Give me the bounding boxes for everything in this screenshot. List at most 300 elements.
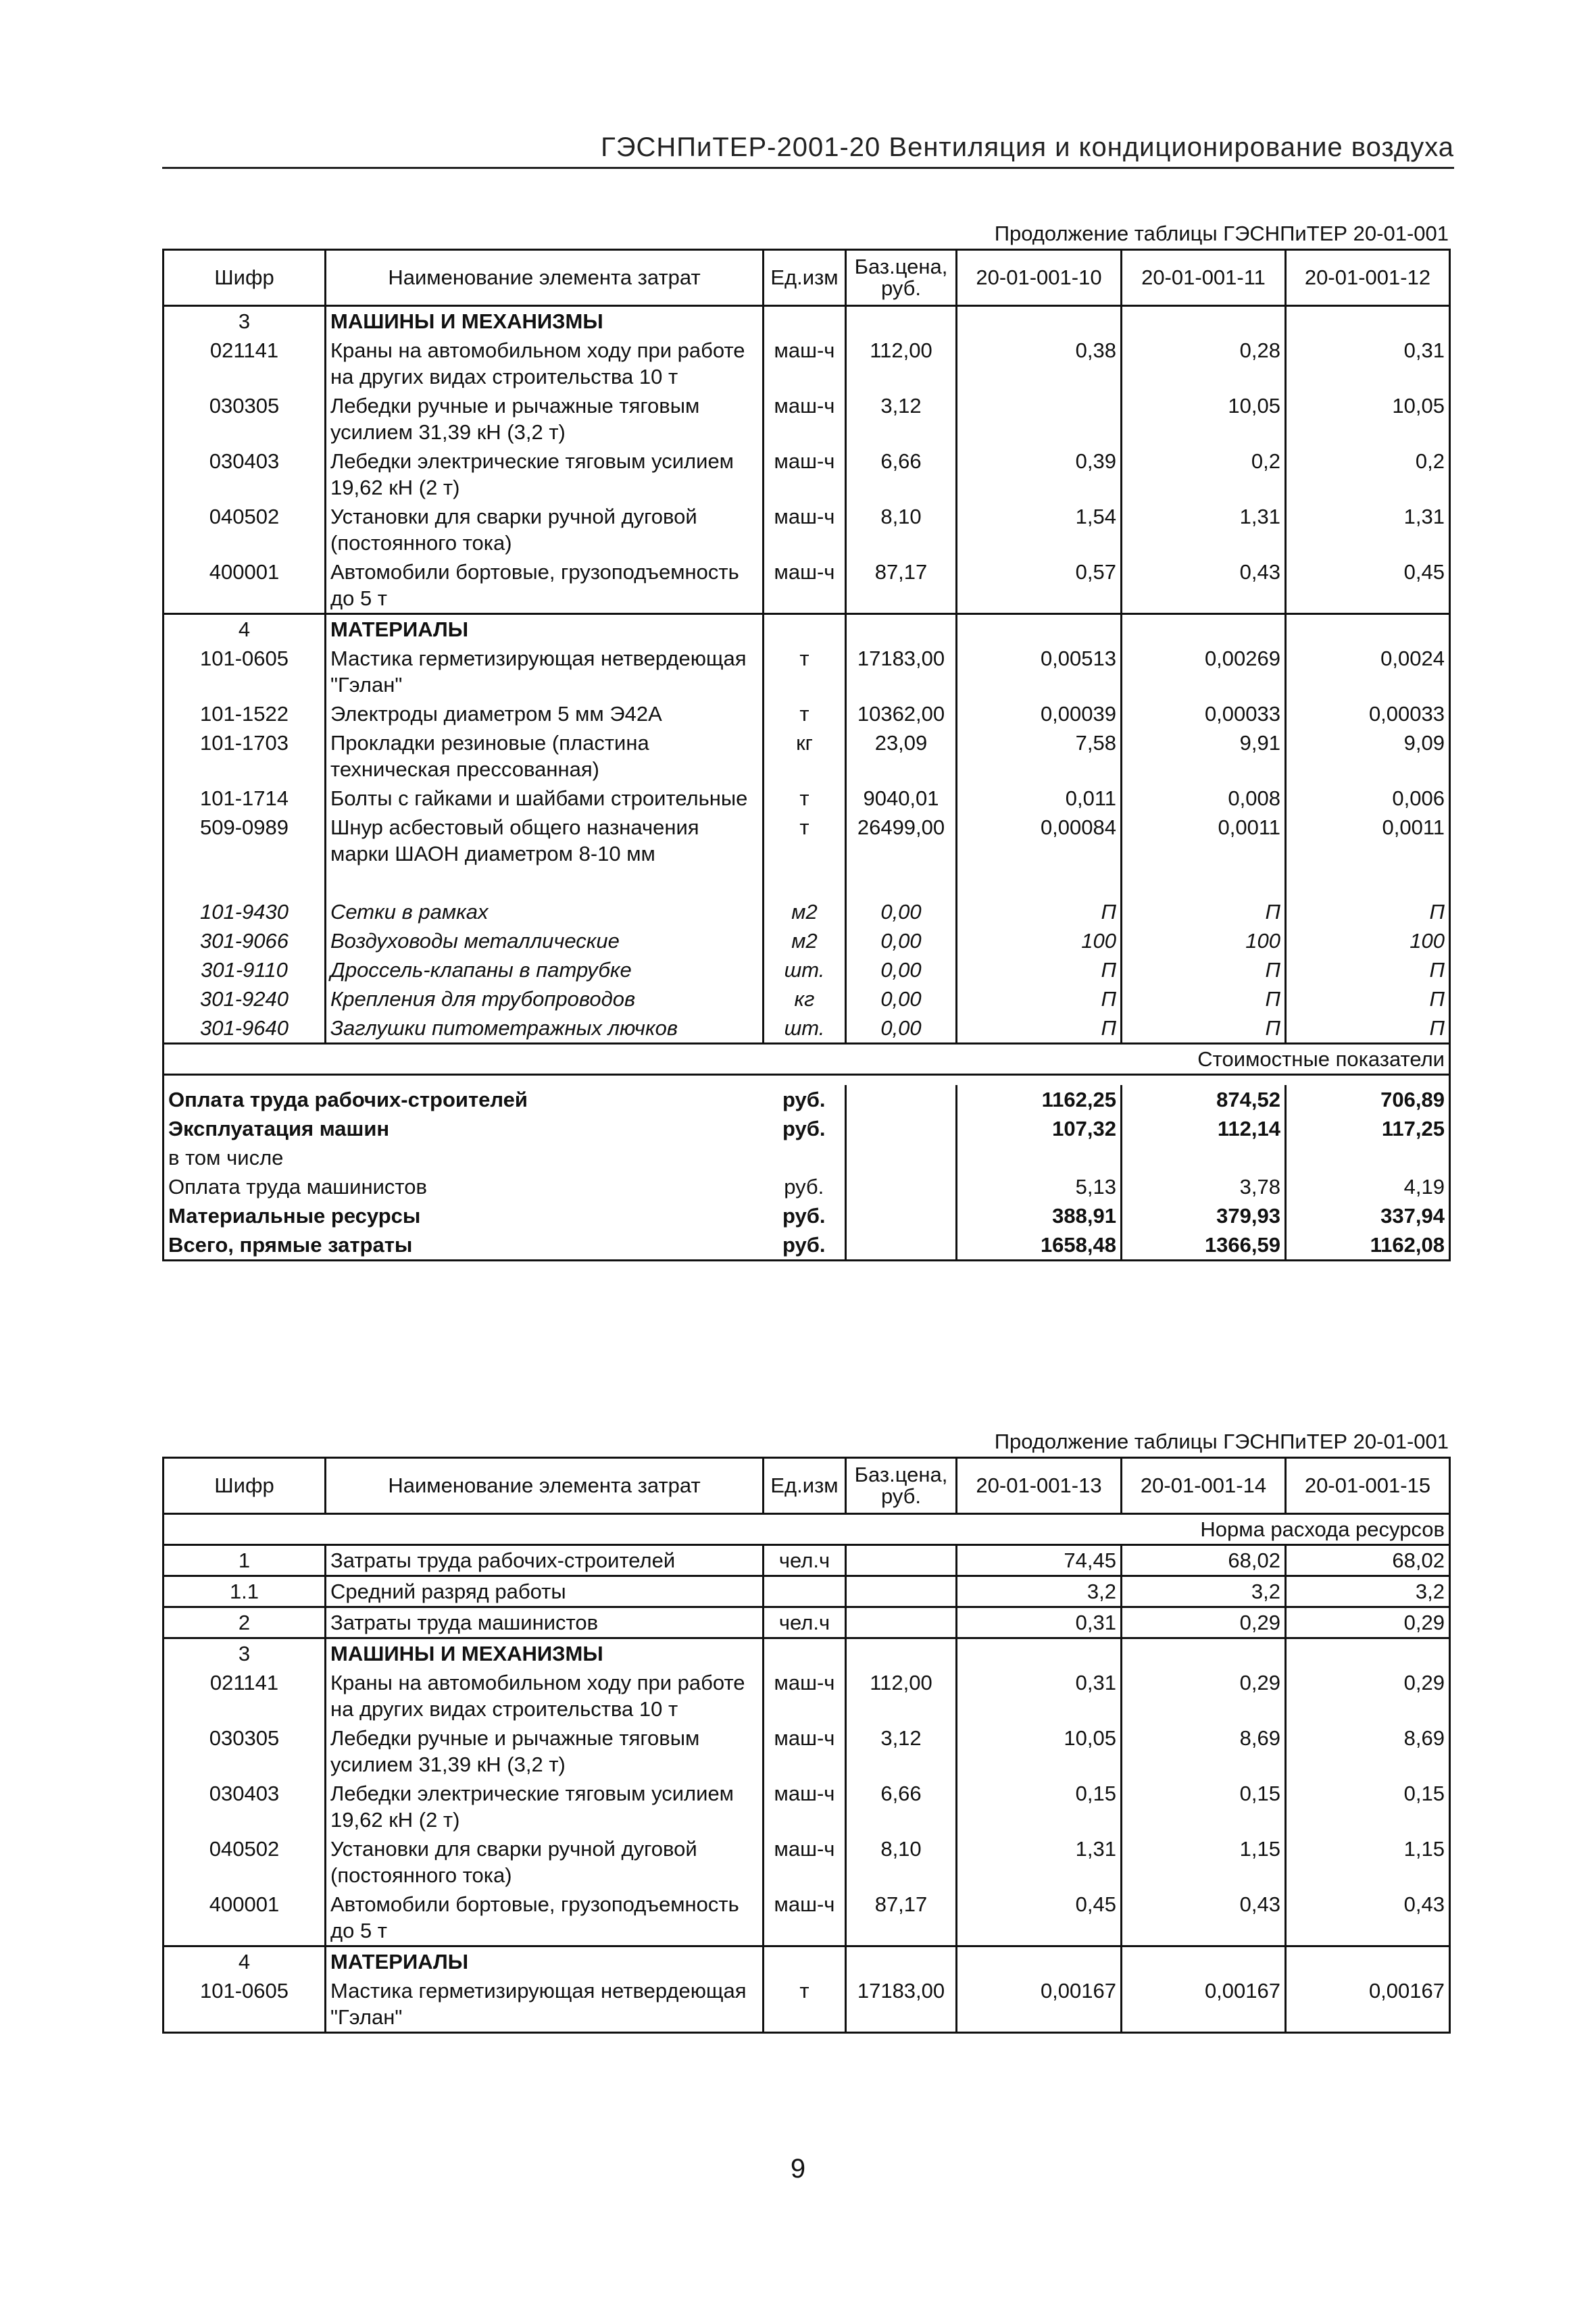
column-header: 20-01-001-11 xyxy=(1122,250,1286,306)
table-cell: 9,09 xyxy=(1286,728,1450,784)
table-cell xyxy=(1122,614,1286,645)
table-cell: 0,45 xyxy=(957,1890,1122,1946)
table-cell xyxy=(1286,1946,1450,1977)
table-cell: 101-1522 xyxy=(164,699,326,728)
table-cell xyxy=(957,1638,1122,1669)
summary-row xyxy=(164,1201,1450,1230)
column-header: Наименование элемента затрат xyxy=(326,1458,764,1514)
table-cell: Лебедки электрические тяговым усилием 19,62 кН (2 т) xyxy=(326,1779,764,1834)
table-cell: 7,58 xyxy=(957,728,1122,784)
table-cell: 8,69 xyxy=(1122,1724,1286,1779)
table-cell: 112,00 xyxy=(846,336,957,391)
summary-label: Всего, прямые затраты xyxy=(164,1230,764,1261)
table-cell xyxy=(764,1576,846,1607)
table-cell: 10,05 xyxy=(1122,391,1286,447)
section-row xyxy=(164,306,1450,336)
table-cell: 0,29 xyxy=(1286,1607,1450,1638)
summary-row xyxy=(164,1230,1450,1261)
table-cell: Затраты труда рабочих-строителей xyxy=(326,1545,764,1576)
table-cell: 0,43 xyxy=(1122,1890,1286,1946)
table-cell: 68,02 xyxy=(1286,1545,1450,1576)
gap-row xyxy=(164,1075,1450,1086)
spacer-row xyxy=(164,868,1450,897)
table-cell: 0,38 xyxy=(957,336,1122,391)
header-row xyxy=(164,250,1450,306)
table-cell: 0,00167 xyxy=(1286,1976,1450,2033)
column-header: 20-01-001-15 xyxy=(1286,1458,1450,1514)
table2-caption: Продолжение таблицы ГЭСНПиТЕР 20-01-001 xyxy=(994,1430,1449,1453)
section-title: МАТЕРИАЛЫ xyxy=(326,1946,764,1977)
note-row xyxy=(164,1044,1450,1075)
table-cell: 0,29 xyxy=(1286,1668,1450,1724)
table-row xyxy=(164,447,1450,502)
table-row xyxy=(164,984,1450,1013)
table-cell: 301-9066 xyxy=(164,926,326,955)
table-cell: 1.1 xyxy=(164,1576,326,1607)
table-cell xyxy=(846,1545,957,1576)
table-row xyxy=(164,813,1450,868)
table-cell: 68,02 xyxy=(1122,1545,1286,1576)
table-cell: 101-9430 xyxy=(164,897,326,926)
section-code: 4 xyxy=(164,614,326,645)
table-cell: П xyxy=(1122,897,1286,926)
table-row xyxy=(164,926,1450,955)
table-cell: 0,00269 xyxy=(1122,644,1286,699)
table-cell: 1,15 xyxy=(1286,1834,1450,1890)
table-cell: 021141 xyxy=(164,1668,326,1724)
table-cell xyxy=(846,614,957,645)
table-cell: 509-0989 xyxy=(164,813,326,868)
table-cell: Болты с гайками и шайбами строительные xyxy=(326,784,764,813)
section-title: МАШИНЫ И МЕХАНИЗМЫ xyxy=(326,306,764,336)
table-cell: м2 xyxy=(791,929,818,953)
table-cell: Мастика герметизирующая нетвердеющая "Гэлан" xyxy=(326,1976,764,2033)
table-cell: П xyxy=(1286,955,1450,984)
table-cell: П xyxy=(1286,1013,1450,1044)
table-cell: Лебедки ручные и рычажные тяговым усилием 31,39 кН (3,2 т) xyxy=(326,1724,764,1779)
table-cell: 0,00167 xyxy=(1122,1976,1286,2033)
summary-value xyxy=(957,1143,1122,1172)
table-cell: 8,10 xyxy=(846,502,957,557)
table1-caption: Продолжение таблицы ГЭСНПиТЕР 20-01-001 xyxy=(994,222,1449,245)
table-cell xyxy=(957,1946,1122,1977)
table-cell xyxy=(957,614,1122,645)
summary-value: 117,25 xyxy=(1286,1114,1450,1143)
table-cell: 0,00 xyxy=(846,897,957,926)
table-cell: 030305 xyxy=(164,391,326,447)
table-cell: 100 xyxy=(957,926,1122,955)
table-cell: 0,0011 xyxy=(1286,813,1450,868)
table-cell: маш-ч xyxy=(774,1782,835,1805)
table-cell: 10362,00 xyxy=(846,699,957,728)
table-cell: 17183,00 xyxy=(846,644,957,699)
table-cell: П xyxy=(1286,984,1450,1013)
table-cell: 101-0605 xyxy=(164,644,326,699)
table-cell xyxy=(846,868,957,897)
table-cell: 301-9110 xyxy=(164,955,326,984)
table-cell: Установки для сварки ручной дуговой (постоянного тока) xyxy=(326,502,764,557)
table-cell: 1,31 xyxy=(1286,502,1450,557)
summary-value: 107,32 xyxy=(957,1114,1122,1143)
table-cell: т xyxy=(799,786,809,810)
table-row xyxy=(164,1890,1450,1946)
table-cell: т xyxy=(799,647,809,670)
table-row xyxy=(164,699,1450,728)
table-cell: 0,006 xyxy=(1286,784,1450,813)
table-cell: 0,43 xyxy=(1122,557,1286,614)
table-cell xyxy=(764,868,846,897)
table-cell xyxy=(164,868,326,897)
table-cell: 0,15 xyxy=(957,1779,1122,1834)
table-cell: 87,17 xyxy=(846,557,957,614)
summary-value: 388,91 xyxy=(957,1201,1122,1230)
table-cell: 100 xyxy=(1286,926,1450,955)
table-cell: 0,57 xyxy=(957,557,1122,614)
note-row xyxy=(164,1514,1450,1545)
table-cell: 400001 xyxy=(164,557,326,614)
table-cell: 0,15 xyxy=(1122,1779,1286,1834)
table-cell: 101-0605 xyxy=(164,1976,326,2033)
table-cell: кг xyxy=(796,731,813,755)
table-cell: 0,00039 xyxy=(957,699,1122,728)
table-cell: 030403 xyxy=(164,447,326,502)
column-header: Баз.цена, руб. xyxy=(846,250,957,306)
table-cell: Электроды диаметром 5 мм Э42А xyxy=(326,699,764,728)
table-cell: 101-1714 xyxy=(164,784,326,813)
table-row xyxy=(164,557,1450,614)
table-cell xyxy=(957,306,1122,336)
column-header: Шифр xyxy=(164,1458,326,1514)
table-cell: Лебедки ручные и рычажные тяговым усилием 31,39 кН (3,2 т) xyxy=(326,391,764,447)
table-cell: 040502 xyxy=(164,1834,326,1890)
table-cell: 0,00033 xyxy=(1122,699,1286,728)
table-cell: Лебедки электрические тяговым усилием 19,62 кН (2 т) xyxy=(326,447,764,502)
table-cell xyxy=(1286,614,1450,645)
cost-table-2 xyxy=(162,1457,1451,2034)
table-cell: Автомобили бортовые, грузоподъемность до 5 т xyxy=(326,1890,764,1946)
table-cell: маш-ч xyxy=(774,394,835,418)
table-cell: П xyxy=(1122,1013,1286,1044)
table-cell: маш-ч xyxy=(774,1726,835,1750)
section-title: МАШИНЫ И МЕХАНИЗМЫ xyxy=(326,1638,764,1669)
table-cell: 6,66 xyxy=(846,447,957,502)
table-cell: Автомобили бортовые, грузоподъемность до 5 т xyxy=(326,557,764,614)
summary-row xyxy=(164,1172,1450,1201)
table-cell: 0,31 xyxy=(957,1668,1122,1724)
column-header: Наименование элемента затрат xyxy=(326,250,764,306)
summary-value: 1162,08 xyxy=(1286,1230,1450,1261)
table-cell xyxy=(846,1114,957,1143)
table-cell: 8,69 xyxy=(1286,1724,1450,1779)
table-row xyxy=(164,784,1450,813)
table-cell: 1,31 xyxy=(1122,502,1286,557)
column-header: Ед.изм xyxy=(764,250,846,306)
table-cell xyxy=(846,1143,957,1172)
table-row xyxy=(164,1834,1450,1890)
table-row xyxy=(164,644,1450,699)
table-cell: 3,2 xyxy=(1286,1576,1450,1607)
table-cell: 8,10 xyxy=(846,1834,957,1890)
table-cell: Краны на автомобильном ходу при работе на других видах строительства 10 т xyxy=(326,1668,764,1724)
table-cell xyxy=(846,1946,957,1977)
table-cell: 0,28 xyxy=(1122,336,1286,391)
column-header: 20-01-001-13 xyxy=(957,1458,1122,1514)
summary-value: 3,78 xyxy=(1122,1172,1286,1201)
table-cell xyxy=(846,1172,957,1201)
summary-unit: руб. xyxy=(782,1117,826,1140)
table-cell: чел.ч xyxy=(778,1549,830,1572)
table-cell: чел.ч xyxy=(764,1607,846,1638)
table-row xyxy=(164,1545,1450,1576)
summary-label: Материальные ресурсы xyxy=(164,1201,764,1230)
table-cell: 0,00033 xyxy=(1286,699,1450,728)
cost-table-1 xyxy=(162,249,1451,1261)
section-note: Стоимостные показатели xyxy=(164,1044,1450,1075)
table-cell: Сетки в рамках xyxy=(326,897,764,926)
summary-label: Эксплуатация машин xyxy=(164,1114,764,1143)
table-row xyxy=(164,336,1450,391)
table-cell: Шнур асбестовый общего назначения марки ШАОН диаметром 8-10 мм xyxy=(326,813,764,868)
table-row xyxy=(164,1724,1450,1779)
table-cell: маш-ч xyxy=(774,1892,835,1916)
table-cell: 26499,00 xyxy=(846,813,957,868)
table-cell: 0,008 xyxy=(1122,784,1286,813)
table-cell: 17183,00 xyxy=(846,1976,957,2033)
column-header: Ед.изм xyxy=(764,1458,846,1514)
table-cell: 6,66 xyxy=(846,1779,957,1834)
section-code: 3 xyxy=(164,1638,326,1669)
summary-row xyxy=(164,1143,1450,1172)
table-cell: шт. xyxy=(784,958,825,982)
table-cell: кг xyxy=(794,987,815,1011)
table-cell: 0,00513 xyxy=(957,644,1122,699)
table-cell: 0,00 xyxy=(846,984,957,1013)
table-cell: 0,31 xyxy=(957,1607,1122,1638)
summary-value: 1162,25 xyxy=(957,1085,1122,1114)
summary-row xyxy=(164,1085,1450,1114)
table-cell: 0,00 xyxy=(846,1013,957,1044)
table-cell: маш-ч xyxy=(774,1837,835,1861)
table-cell xyxy=(764,1638,846,1669)
table-cell: 021141 xyxy=(164,336,326,391)
table-cell xyxy=(326,868,764,897)
table-cell: 1,31 xyxy=(957,1834,1122,1890)
table-row xyxy=(164,1779,1450,1834)
table-cell xyxy=(1286,1638,1450,1669)
table-cell: 9,91 xyxy=(1122,728,1286,784)
table-cell: 3,2 xyxy=(957,1576,1122,1607)
table-cell: 0,15 xyxy=(1286,1779,1450,1834)
table-cell: 0,31 xyxy=(1286,336,1450,391)
column-header: Шифр xyxy=(164,250,326,306)
table-cell xyxy=(1122,1946,1286,1977)
summary-unit: руб. xyxy=(784,1175,824,1199)
table-cell: Установки для сварки ручной дуговой (постоянного тока) xyxy=(326,1834,764,1890)
table-cell: П xyxy=(1286,897,1450,926)
section-row xyxy=(164,1946,1450,1977)
table-cell xyxy=(1122,1638,1286,1669)
summary-unit: руб. xyxy=(764,1230,846,1261)
table-cell: 101-1703 xyxy=(164,728,326,784)
table-row xyxy=(164,1576,1450,1607)
section-code: 4 xyxy=(164,1946,326,1977)
table-cell xyxy=(764,306,846,336)
table-cell: П xyxy=(957,955,1122,984)
table-cell: т xyxy=(799,815,809,839)
summary-value: 1366,59 xyxy=(1122,1230,1286,1261)
summary-label: в том числе xyxy=(164,1143,764,1172)
summary-value xyxy=(1286,1143,1450,1172)
table-cell: 0,2 xyxy=(1122,447,1286,502)
table-cell: 030403 xyxy=(164,1779,326,1834)
table-cell: 23,09 xyxy=(846,728,957,784)
table-row xyxy=(164,728,1450,784)
summary-value: 379,93 xyxy=(1122,1201,1286,1230)
table-cell: маш-ч xyxy=(774,338,835,362)
table-cell xyxy=(957,391,1122,447)
table-cell: 3,12 xyxy=(846,1724,957,1779)
table-cell: т xyxy=(764,1976,846,2033)
table-cell: 0,011 xyxy=(957,784,1122,813)
table-cell: 0,00084 xyxy=(957,813,1122,868)
table-cell: П xyxy=(1122,955,1286,984)
running-header: ГЭСНПиТЕР-2001-20 Вентиляция и кондиционирование воздуха xyxy=(162,132,1454,169)
table-cell xyxy=(846,1607,957,1638)
table-row xyxy=(164,391,1450,447)
table-cell: Дроссель-клапаны в патрубке xyxy=(326,955,764,984)
table-cell: Прокладки резиновые (пластина техническая прессованная) xyxy=(326,728,764,784)
table-cell: 301-9640 xyxy=(164,1013,326,1044)
table-cell: 3,12 xyxy=(846,391,957,447)
table-cell xyxy=(957,868,1122,897)
table-cell xyxy=(1122,306,1286,336)
table-cell: 112,00 xyxy=(846,1668,957,1724)
table-cell: 100 xyxy=(1122,926,1286,955)
table-row xyxy=(164,897,1450,926)
column-header: 20-01-001-12 xyxy=(1286,250,1450,306)
table-cell: 0,0011 xyxy=(1122,813,1286,868)
table-cell: маш-ч xyxy=(774,560,835,584)
column-header: 20-01-001-10 xyxy=(957,250,1122,306)
table-row xyxy=(164,955,1450,984)
table-cell: 10,05 xyxy=(957,1724,1122,1779)
table-cell: 301-9240 xyxy=(164,984,326,1013)
section-code: 3 xyxy=(164,306,326,336)
table-cell: 0,00 xyxy=(846,926,957,955)
table-cell: 9040,01 xyxy=(846,784,957,813)
table-cell xyxy=(846,1230,957,1261)
table-cell: 0,00 xyxy=(846,955,957,984)
table-cell: 87,17 xyxy=(846,1890,957,1946)
summary-unit xyxy=(764,1143,846,1172)
table-cell xyxy=(846,1638,957,1669)
table-cell: 0,43 xyxy=(1286,1890,1450,1946)
table-cell: 0,0024 xyxy=(1286,644,1450,699)
table-cell xyxy=(1122,868,1286,897)
table-row xyxy=(164,502,1450,557)
column-header: 20-01-001-14 xyxy=(1122,1458,1286,1514)
table-cell: 0,2 xyxy=(1286,447,1450,502)
section-row xyxy=(164,614,1450,645)
table-cell: Заглушки питометражных лючков xyxy=(326,1013,764,1044)
table-cell: 1,54 xyxy=(957,502,1122,557)
table-row xyxy=(164,1976,1450,2033)
table-cell: 1,15 xyxy=(1122,1834,1286,1890)
table-cell: шт. xyxy=(784,1016,825,1040)
table-cell: Крепления для трубопроводов xyxy=(326,984,764,1013)
table-cell xyxy=(164,1075,1450,1086)
table-cell xyxy=(1286,868,1450,897)
summary-value: 337,94 xyxy=(1286,1201,1450,1230)
table-cell: т xyxy=(799,702,809,726)
summary-row xyxy=(164,1114,1450,1143)
table-cell: П xyxy=(957,897,1122,926)
summary-label: Оплата труда рабочих-строителей xyxy=(164,1085,764,1114)
summary-value: 874,52 xyxy=(1122,1085,1286,1114)
table-cell: маш-ч xyxy=(774,1671,835,1694)
table-cell: 0,00167 xyxy=(957,1976,1122,2033)
table-cell xyxy=(846,1576,957,1607)
table-cell: П xyxy=(957,1013,1122,1044)
summary-value: 5,13 xyxy=(957,1172,1122,1201)
header-row xyxy=(164,1458,1450,1514)
summary-unit: руб. xyxy=(782,1088,826,1111)
table-cell: маш-ч xyxy=(774,505,835,528)
summary-value: 1658,48 xyxy=(957,1230,1122,1261)
section-note: Норма расхода ресурсов xyxy=(164,1514,1450,1545)
table-cell: м2 xyxy=(791,900,818,924)
table-cell xyxy=(846,306,957,336)
table-cell: 030305 xyxy=(164,1724,326,1779)
table-cell: маш-ч xyxy=(774,449,835,473)
column-header: Баз.цена, руб. xyxy=(846,1458,957,1514)
table-cell xyxy=(846,1201,957,1230)
table-row xyxy=(164,1668,1450,1724)
summary-value: 112,14 xyxy=(1122,1114,1286,1143)
table-cell: Воздуховоды металлические xyxy=(326,926,764,955)
table-cell: 040502 xyxy=(164,502,326,557)
table-row xyxy=(164,1607,1450,1638)
section-row xyxy=(164,1638,1450,1669)
table-cell: 0,29 xyxy=(1122,1668,1286,1724)
table-cell: 0,45 xyxy=(1286,557,1450,614)
table-cell: Краны на автомобильном ходу при работе на других видах строительства 10 т xyxy=(326,336,764,391)
table-cell: 0,39 xyxy=(957,447,1122,502)
table-cell xyxy=(764,614,846,645)
summary-unit: руб. xyxy=(782,1204,826,1228)
table-cell: Затраты труда машинистов xyxy=(326,1607,764,1638)
table-cell: 400001 xyxy=(164,1890,326,1946)
table-cell xyxy=(1286,306,1450,336)
table-cell: П xyxy=(1122,984,1286,1013)
table-cell: 1 xyxy=(164,1545,326,1576)
table-cell: 0,29 xyxy=(1122,1607,1286,1638)
table-cell: 74,45 xyxy=(957,1545,1122,1576)
table-cell xyxy=(846,1085,957,1114)
table-cell: Мастика герметизирующая нетвердеющая "Гэлан" xyxy=(326,644,764,699)
table-row xyxy=(164,1013,1450,1044)
summary-value: 4,19 xyxy=(1286,1172,1450,1201)
summary-label: Оплата труда машинистов xyxy=(164,1172,764,1201)
table-cell: 3,2 xyxy=(1122,1576,1286,1607)
summary-value xyxy=(1122,1143,1286,1172)
table-cell: П xyxy=(957,984,1122,1013)
table-cell: 10,05 xyxy=(1286,391,1450,447)
page-number: 9 xyxy=(790,2154,806,2184)
summary-value: 706,89 xyxy=(1286,1085,1450,1114)
table-cell: 2 xyxy=(164,1607,326,1638)
table-cell: Средний разряд работы xyxy=(326,1576,764,1607)
